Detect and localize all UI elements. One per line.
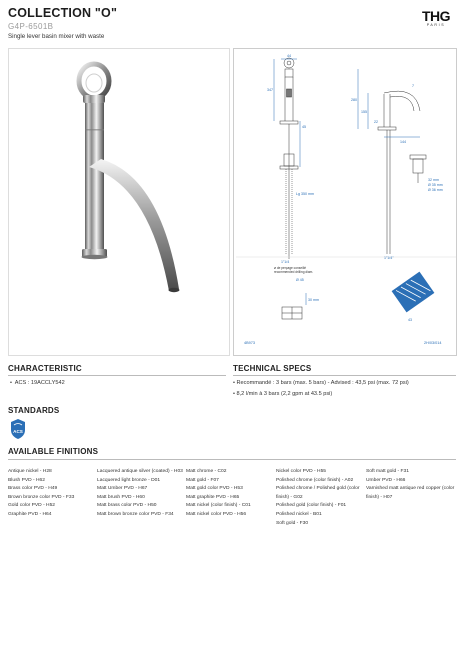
characteristic-divider <box>8 375 226 376</box>
dim-label: 22 <box>374 120 378 124</box>
finition-item: Brass color PVD - H49 <box>8 486 58 492</box>
finition-item: Matt nickel (color finish) - C01 <box>186 503 251 509</box>
brand-city: PARIS <box>426 23 446 27</box>
brand-logo <box>422 8 450 27</box>
characteristic-title: CHARACTERISTIC <box>8 364 82 373</box>
product-subtitle: Single lever basin mixer with waste <box>8 33 105 40</box>
dim-label: 347 <box>267 88 273 92</box>
finition-item: Matt Umber PVD - H67 <box>97 486 148 492</box>
finition-item: Matt brass color PVD - H50 <box>97 503 157 509</box>
drawing-part-label: recommended drilling diam. <box>274 270 314 274</box>
dim-label: 43 <box>408 318 412 322</box>
product-reference: G4P-6501B <box>8 22 54 31</box>
drawing-part-label: ø de perçage conseillé <box>274 266 307 270</box>
acs-logo-text: ACS <box>13 429 23 434</box>
dim-label: 1"1/4 <box>281 260 290 264</box>
finition-item: Gold color PVD - H52 <box>8 503 56 509</box>
brand-name: THG <box>421 8 450 24</box>
drawing-code-right: 2H/03/014 <box>424 341 442 345</box>
dim-label: 44 <box>287 54 291 58</box>
dim-label: Lg 350 mm <box>296 192 314 196</box>
dim-label: 32 mm <box>428 178 439 182</box>
technical-spec-item: • 8,2 l/min à 3 bars (2,2 gpm at 43.5 psi) <box>233 391 333 397</box>
finition-item: Matt chrome - C02 <box>186 469 227 474</box>
drawing-code-left: 4B973 <box>244 341 255 345</box>
finition-item: Matt gold color PVD - H53 <box>186 486 243 492</box>
acs-logo <box>9 418 27 440</box>
hose-detail <box>392 272 435 313</box>
standards-title: STANDARDS <box>8 406 60 415</box>
dim-label: 30 mm <box>308 298 319 302</box>
finition-item: Varnished matt antique red copper (color finish) - H07 <box>366 486 455 500</box>
finition-item: Polished chrome (color finish) - A02 <box>276 477 354 483</box>
finitions-column <box>8 468 92 520</box>
faucet-image <box>9 49 231 357</box>
finition-item: Umber PVD - H66 <box>366 477 406 483</box>
finition-item: Lacquered antique silver (coated) - H03 <box>97 469 183 474</box>
finition-item: Graphite PVD - H64 <box>8 511 52 517</box>
dim-label: 45 <box>302 125 306 129</box>
collection-title: COLLECTION "O" <box>8 6 118 20</box>
characteristic-item: • ACS : 19ACCLY542 <box>10 380 65 386</box>
finition-item: Lacquered light bronze - D01 <box>97 477 161 483</box>
finition-item: Blush PVD - H62 <box>8 477 45 483</box>
finition-item: Antique nickel - H28 <box>8 469 52 474</box>
finition-item: Matt brown bronze color PVD - F34 <box>97 511 174 517</box>
dim-label: Ø 36 mm <box>428 188 443 192</box>
dim-label: Ø 45 <box>296 278 304 282</box>
technical-specs-divider <box>233 375 456 376</box>
technical-spec-item: • Recommandé : 3 bars (max. 5 bars) - Advised : 43,5 psi (max. 72 psi) <box>233 380 409 386</box>
dim-label: 144 <box>400 140 406 144</box>
dim-label: Ø 35 mm <box>428 183 443 187</box>
finition-item: Matt nickel color PVD - H56 <box>186 511 247 517</box>
drawing-svg <box>234 49 458 357</box>
finitions-title: AVAILABLE FINITIONS <box>8 447 99 456</box>
page-header <box>8 6 456 46</box>
technical-specs-title: TECHNICAL SPECS <box>233 364 312 373</box>
finition-item: Matt brush PVD - H60 <box>97 494 145 500</box>
finitions-column <box>97 468 183 520</box>
finition-item: Soft gold - F30 <box>276 520 309 526</box>
finitions-divider <box>8 459 456 460</box>
finition-item: Soft matt gold - F31 <box>366 469 409 474</box>
finition-item: Nickel color PVD - H55 <box>276 469 327 474</box>
finition-item: Polished gold (color finish) - F01 <box>276 503 347 509</box>
product-photo <box>8 48 230 356</box>
finitions-column <box>276 468 362 528</box>
finitions-column <box>186 468 272 520</box>
finition-item: Polished chrome / Polished gold (color finish) - G02 <box>276 486 360 500</box>
finition-item: Matt graphite PVD - H65 <box>186 494 240 500</box>
finition-item: Brown bronze color PVD - F33 <box>8 494 75 500</box>
finition-item: Polished nickel - B01 <box>276 511 322 517</box>
technical-drawing <box>233 48 457 356</box>
dim-label: 155 <box>361 110 367 114</box>
finitions-column <box>366 468 456 502</box>
dim-label: 280 <box>351 98 357 102</box>
dim-label: 1"1/4" <box>384 256 394 260</box>
finition-item: Matt gold - F07 <box>186 477 219 483</box>
dim-label: 7 <box>412 84 414 88</box>
